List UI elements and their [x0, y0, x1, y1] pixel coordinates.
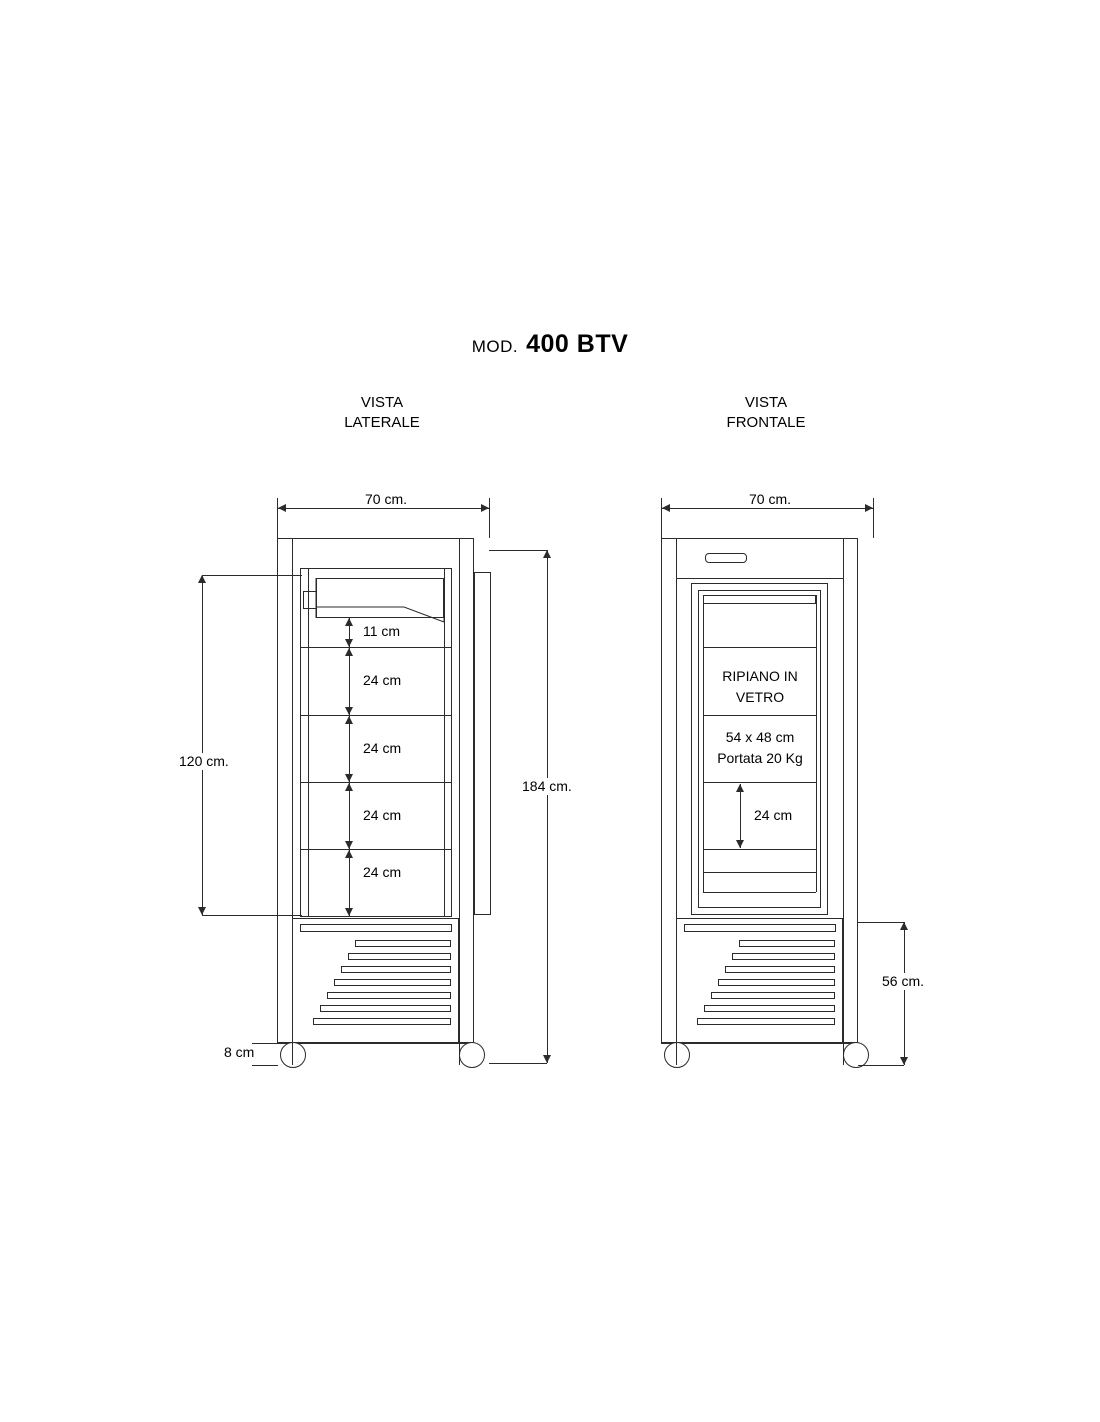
front-base-bottom [661, 1043, 858, 1044]
side-spacing-2-label: 24 cm [360, 672, 404, 689]
caption-side-line2: LATERALE [344, 414, 420, 431]
side-120-ext-top [202, 575, 302, 576]
side-vent-5 [327, 992, 451, 999]
page-title [0, 330, 1100, 359]
side-vent-6 [320, 1005, 451, 1012]
side-shelf-3 [300, 782, 452, 783]
side-door-panel [474, 572, 491, 915]
front-width-dim-line [661, 508, 873, 509]
front-vent-2 [732, 953, 835, 960]
front-right-post [843, 538, 844, 1043]
side-wheel-left [280, 1042, 306, 1068]
side-spacing-2-line [349, 648, 350, 715]
side-vent-2 [348, 953, 451, 960]
side-spacing-5-arrow-top [345, 850, 353, 858]
side-184-arrow-top [543, 550, 551, 558]
front-shelf-bottom [703, 892, 816, 893]
side-vent-3 [341, 966, 451, 973]
side-120-arrow-bottom [198, 907, 206, 915]
side-width-arrow-right [481, 504, 489, 512]
side-184-ext-bottom [489, 1063, 547, 1064]
front-handle-slot [705, 553, 747, 563]
side-spacing-3-arrow-top [345, 716, 353, 724]
caption-side-view [302, 393, 462, 433]
side-spacing-4-arrow-top [345, 783, 353, 791]
front-shelf-2 [703, 715, 816, 716]
side-vent-7 [313, 1018, 451, 1025]
side-spacing-4-arrow-bottom [345, 841, 353, 849]
side-184-ext-top [489, 550, 547, 551]
front-base-height-label: 56 cm. [879, 973, 927, 990]
side-foot-left-stem [292, 1043, 293, 1065]
side-top-unit-bracket [303, 591, 317, 609]
side-wheel-right [459, 1042, 485, 1068]
side-spacing-1-arrow-top [345, 618, 353, 626]
front-shelf-size-label: 54 x 48 cm [725, 729, 795, 745]
front-shelf-3 [703, 782, 816, 783]
side-184-dim-line [547, 550, 548, 1063]
side-spacing-3-line [349, 716, 350, 782]
front-shelf-load-label: Portata 20 Kg [717, 750, 803, 766]
side-spacing-3-label: 24 cm [360, 740, 404, 757]
side-vent-4 [334, 979, 451, 986]
side-width-label: 70 cm. [303, 491, 469, 508]
front-vent-7 [697, 1018, 835, 1025]
front-shelf-1 [703, 647, 816, 648]
side-rail-right [444, 568, 445, 917]
front-foot-left-stem [676, 1043, 677, 1065]
title-prefix: MOD. [471, 337, 519, 356]
front-spacing-label: 24 cm [751, 807, 795, 824]
front-56-arrow-top [900, 922, 908, 930]
front-spacing-arrow-bottom [736, 840, 744, 848]
side-spacing-5-line [349, 850, 350, 916]
front-shelf-specs [680, 727, 840, 769]
front-wheel-left [664, 1042, 690, 1068]
front-width-ext-right [873, 498, 874, 538]
caption-front-line1: VISTA [744, 394, 788, 411]
caption-front-view [686, 393, 846, 433]
side-rail-left [308, 568, 309, 917]
side-spacing-2-arrow-top [345, 648, 353, 656]
side-shelf-4 [300, 849, 452, 850]
side-spacing-3-arrow-bottom [345, 774, 353, 782]
side-shelf-5 [300, 916, 452, 917]
front-shelf-5 [703, 872, 816, 873]
side-interior-height-label: 120 cm. [176, 753, 232, 770]
front-shelf-top-rail [703, 595, 816, 604]
front-vent-1 [739, 940, 835, 947]
side-foot-height-label: 8 cm [221, 1044, 257, 1061]
side-spacing-4-label: 24 cm [360, 807, 404, 824]
front-vent-3 [725, 966, 835, 973]
front-56-dim-line [904, 922, 905, 1065]
side-foot-right-stem [459, 1043, 460, 1065]
side-spacing-5-label: 24 cm [360, 864, 404, 881]
side-spacing-1-label: 11 cm [360, 623, 403, 640]
front-shelf-material-line1: RIPIANO IN [722, 668, 798, 684]
front-shelf-material-line2: VETRO [735, 689, 785, 705]
front-width-arrow-right [865, 504, 873, 512]
front-spacing-arrow-top [736, 784, 744, 792]
caption-front-line2: FRONTALE [726, 414, 806, 431]
front-shelf-4 [703, 849, 816, 850]
side-shelf-2 [300, 715, 452, 716]
front-56-ext-bottom [858, 1065, 904, 1066]
side-width-ext-right [489, 498, 490, 538]
side-top-unit [316, 578, 444, 618]
front-shelf-material-label [680, 666, 840, 708]
front-spacing-line [740, 784, 741, 848]
side-spacing-4-line [349, 783, 350, 849]
side-shelf-1 [300, 647, 452, 648]
side-total-height-label: 184 cm. [519, 778, 575, 795]
side-base-bottom [277, 1043, 474, 1044]
front-base-top-strip [684, 924, 836, 932]
side-8cm-ext-bottom [252, 1065, 278, 1066]
side-base-top-strip [300, 924, 452, 932]
side-vent-1 [355, 940, 451, 947]
side-120-dim-line [202, 575, 203, 915]
front-foot-right-stem [843, 1043, 844, 1065]
side-spacing-1-arrow-bottom [345, 639, 353, 647]
side-width-arrow-left [278, 504, 286, 512]
front-header-divider [676, 578, 843, 579]
front-width-arrow-left [662, 504, 670, 512]
front-vent-4 [718, 979, 835, 986]
front-vent-5 [711, 992, 835, 999]
side-width-dim-line [277, 508, 489, 509]
side-120-ext-bottom [202, 915, 302, 916]
front-vent-6 [704, 1005, 835, 1012]
front-56-ext-top [858, 922, 904, 923]
front-width-label: 70 cm. [687, 491, 853, 508]
side-spacing-2-arrow-bottom [345, 707, 353, 715]
side-184-arrow-bottom [543, 1055, 551, 1063]
side-120-arrow-top [198, 575, 206, 583]
caption-side-line1: VISTA [360, 394, 404, 411]
front-56-arrow-bottom [900, 1057, 908, 1065]
title-model: 400 BTV [526, 330, 629, 358]
side-spacing-5-arrow-bottom [345, 908, 353, 916]
side-inner-right-wall [459, 538, 460, 1043]
